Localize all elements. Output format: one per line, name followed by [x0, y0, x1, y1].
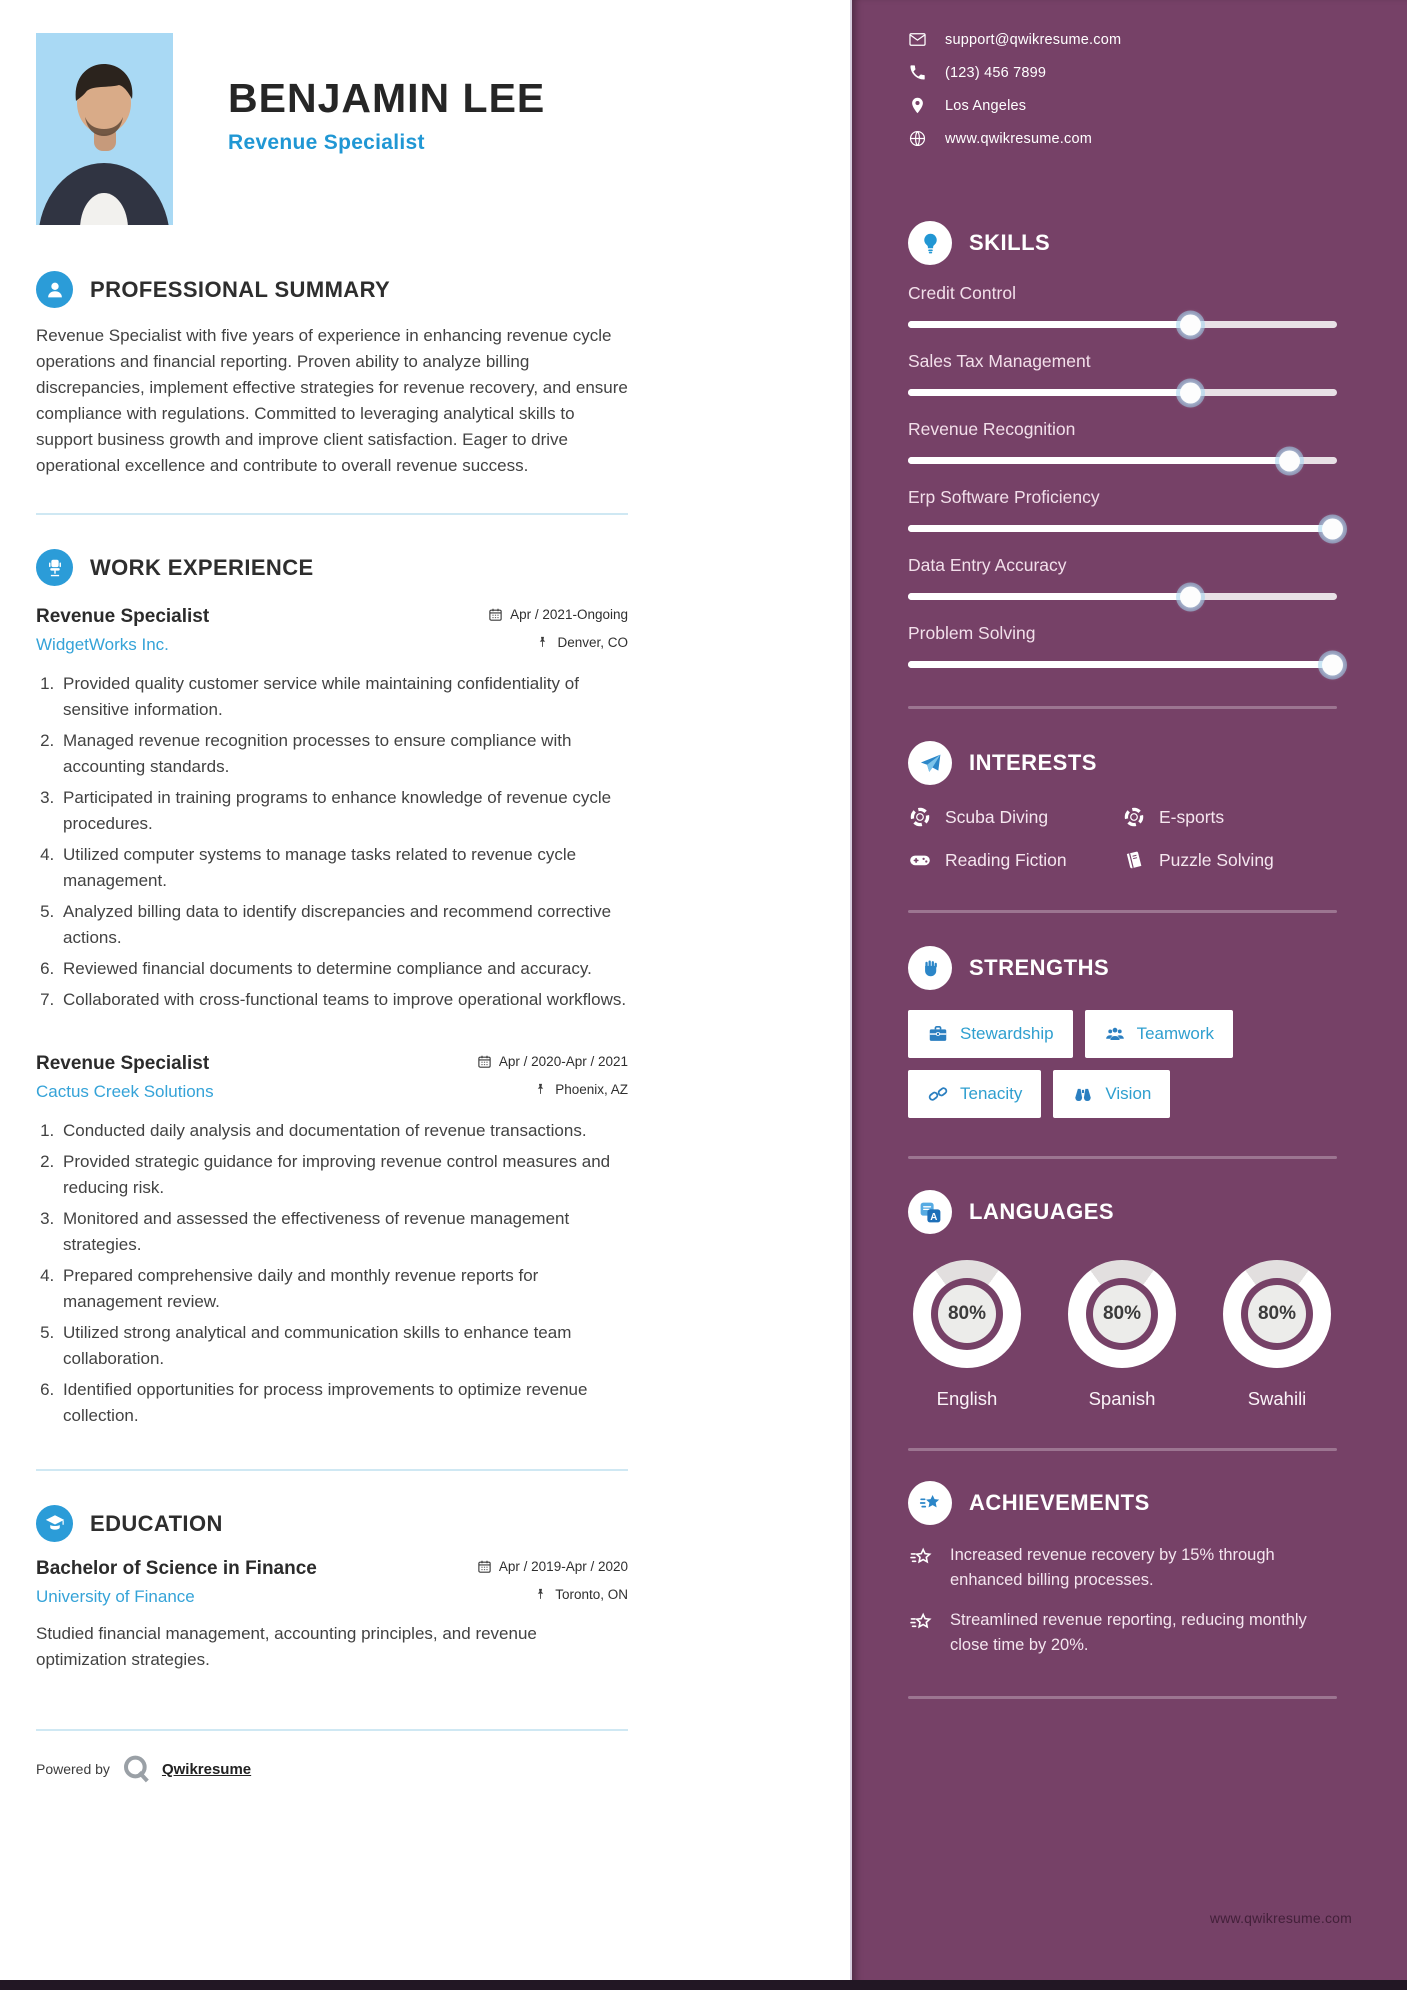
skills-list [908, 283, 1337, 668]
contact-list [908, 30, 1337, 148]
skill-item: Revenue Recognition [908, 419, 1337, 464]
fist-icon [908, 946, 952, 990]
experience-section-header [36, 549, 628, 586]
phone-icon [908, 63, 927, 82]
sidebar [850, 0, 1407, 1990]
language-percent: 80% [1248, 1285, 1306, 1343]
languages-section-header [908, 1190, 1337, 1234]
degree-title: Bachelor of Science in Finance [36, 1558, 317, 1579]
school-link[interactable]: University of Finance [36, 1587, 195, 1606]
skill-slider [908, 389, 1337, 396]
skill-item: Data Entry Accuracy [908, 555, 1337, 600]
gamepad-icon [908, 848, 932, 872]
skills-heading: SKILLS [969, 230, 1051, 255]
shooting-star-icon [908, 1545, 934, 1571]
language-item [1218, 1260, 1336, 1410]
education-section-header [36, 1505, 628, 1542]
slider-knob [1180, 314, 1201, 335]
interest-item: Puzzle Solving [1122, 848, 1337, 872]
binoculars-icon [1072, 1083, 1094, 1105]
language-donut-chart [1068, 1260, 1176, 1368]
language-name: Spanish [1088, 1388, 1156, 1409]
achievement-item: Streamlined revenue reporting, reducing monthly close time by 20%. [908, 1608, 1337, 1658]
company-link[interactable]: WidgetWorks Inc. [36, 635, 169, 654]
strength-chip: Tenacity [908, 1070, 1041, 1118]
education-heading: EDUCATION [90, 1510, 223, 1536]
education-description: Studied financial management, accounting principles, and revenue optimization strategies. [36, 1624, 537, 1669]
sidebar-divider [908, 1696, 1337, 1699]
paper-plane-icon [908, 741, 952, 785]
calendar-icon [477, 1559, 492, 1574]
strength-chip: Vision [1053, 1070, 1170, 1118]
strengths-heading: STRENGTHS [969, 955, 1110, 980]
skill-item: Erp Software Proficiency [908, 487, 1337, 532]
divider [36, 1469, 628, 1471]
language-item [908, 1260, 1026, 1410]
skill-item: Sales Tax Management [908, 351, 1337, 396]
job-bullet: 2. Provided strategic guidance for improving revenue control measures and reducing risk. [59, 1149, 628, 1201]
person-icon [36, 271, 73, 308]
job-bullet: 5. Analyzed billing data to identify discrepancies and recommend corrective actions. [59, 899, 628, 951]
job-bullet: 2. Managed revenue recognition processes to ensure compliance with accounting standards. [59, 728, 628, 780]
job-bullet: 4. Prepared comprehensive daily and monthly revenue reports for management review. [59, 1263, 628, 1315]
job-bullet: 3. Participated in training programs to enhance knowledge of revenue cycle procedures. [59, 785, 628, 837]
experience-heading: WORK EXPERIENCE [90, 554, 314, 580]
achievements-list [908, 1543, 1337, 1658]
job-bullet: 7. Collaborated with cross-functional teams to improve operational workflows. [59, 987, 628, 1013]
job-title: Revenue Specialist [36, 1053, 210, 1074]
slider-knob [1180, 586, 1201, 607]
profile-photo [36, 33, 173, 225]
interest-item: Scuba Diving [908, 805, 1122, 829]
skill-item: Problem Solving [908, 623, 1337, 668]
skill-slider [908, 593, 1337, 600]
slider-knob [1322, 654, 1343, 675]
briefcase-icon [927, 1023, 949, 1045]
email-icon [908, 30, 927, 49]
footer [36, 1753, 628, 1785]
divider [36, 513, 628, 515]
job-bullet: 1. Conducted daily analysis and documentation of revenue transactions. [59, 1118, 628, 1144]
job-location: Denver, CO [535, 635, 628, 650]
lifebuoy-icon [1122, 805, 1146, 829]
job-bullet-list [36, 671, 628, 1013]
candidate-name: BENJAMIN LEE [228, 75, 546, 121]
job-bullet-list [36, 1118, 628, 1429]
pushpin-icon [535, 635, 550, 650]
chain-link-icon [927, 1083, 949, 1105]
strength-chip: Teamwork [1085, 1010, 1233, 1058]
summary-text: Revenue Specialist with five years of experience in enhancing revenue cycle operations and financial reporting. Proven ability to analyze billing discrepancies, implement effective strategies for revenue recovery, and ensure compliance with regulations. Committed to leveraging analytical skills to support business growth and improve client satisfaction. Eager to drive operational excellence and contribute to overall revenue success. [36, 326, 628, 475]
strengths-list [908, 1010, 1348, 1118]
job-bullet: 3. Monitored and assessed the effectiveness of revenue management strategies. [59, 1206, 628, 1258]
sidebar-website-url: www.qwikresume.com [1209, 1910, 1352, 1926]
slider-knob [1180, 382, 1201, 403]
job-bullet: 6. Identified opportunities for process improvements to optimize revenue collection. [59, 1377, 628, 1429]
translate-icon [908, 1190, 952, 1234]
contact-email[interactable]: support@qwikresume.com [908, 30, 1337, 49]
language-name: Swahili [1247, 1388, 1307, 1409]
education-entry [36, 1558, 628, 1673]
sidebar-divider [908, 706, 1337, 709]
skill-slider [908, 321, 1337, 328]
skills-section-header [908, 221, 1337, 265]
education-location: Toronto, ON [533, 1587, 628, 1602]
language-donut-chart [1223, 1260, 1331, 1368]
contact-website[interactable]: www.qwikresume.com [908, 129, 1337, 148]
qwikresume-link[interactable]: Qwikresume [161, 1760, 252, 1778]
skill-slider [908, 661, 1337, 668]
users-icon [1104, 1023, 1126, 1045]
interests-list [908, 805, 1337, 872]
achievement-item: Increased revenue recovery by 15% through enhanced billing processes. [908, 1543, 1337, 1593]
slider-knob [1322, 518, 1343, 539]
strengths-section-header [908, 946, 1337, 990]
calendar-icon [477, 1054, 492, 1069]
languages-list [908, 1260, 1336, 1410]
interests-section-header [908, 741, 1337, 785]
skill-slider [908, 457, 1337, 464]
language-percent: 80% [938, 1285, 996, 1343]
qwikresume-logo-icon [120, 1753, 152, 1785]
globe-icon [908, 129, 927, 148]
company-link[interactable]: Cactus Creek Solutions [36, 1082, 214, 1101]
divider [36, 1729, 628, 1731]
languages-heading: LANGUAGES [969, 1199, 1115, 1224]
summary-section-header [36, 271, 628, 308]
job-bullet: 6. Reviewed financial documents to determine compliance and accuracy. [59, 956, 628, 982]
powered-by-label: Powered by [36, 1761, 110, 1777]
pushpin-icon [533, 1587, 548, 1602]
svg-text:A: A [929, 1211, 937, 1223]
lightbulb-icon [908, 221, 952, 265]
resume-header [36, 0, 628, 225]
job-date: Apr / 2020-Apr / 2021 [477, 1054, 628, 1069]
contact-phone[interactable]: (123) 456 7899 [908, 63, 1337, 82]
skill-item: Credit Control [908, 283, 1337, 328]
language-donut-chart [913, 1260, 1021, 1368]
job-bullet: 1. Provided quality customer service while maintaining confidentiality of sensitive information. [59, 671, 628, 723]
language-item [1063, 1260, 1181, 1410]
summary-heading: PROFESSIONAL SUMMARY [90, 276, 391, 302]
shooting-star-icon [908, 1610, 934, 1636]
interests-heading: INTERESTS [969, 750, 1097, 775]
interest-item: Reading Fiction [908, 848, 1122, 872]
graduate-icon [36, 1505, 73, 1542]
job-entry [36, 1053, 628, 1429]
language-percent: 80% [1093, 1285, 1151, 1343]
achievements-section-header [908, 1481, 1337, 1525]
interest-item: E-sports [1122, 805, 1337, 829]
job-bullet: 5. Utilized strong analytical and communication skills to enhance team collaboration. [59, 1320, 628, 1372]
language-name: English [936, 1388, 998, 1409]
pushpin-icon [533, 1082, 548, 1097]
job-title: Revenue Specialist [36, 606, 210, 627]
profile-photo-illustration [36, 33, 173, 225]
contact-location: Los Angeles [908, 96, 1337, 115]
book-icon [1122, 848, 1146, 872]
location-icon [908, 96, 927, 115]
bottom-bar [0, 1980, 1407, 1990]
education-date: Apr / 2019-Apr / 2020 [477, 1559, 628, 1574]
calendar-icon [488, 607, 503, 622]
achievements-heading: ACHIEVEMENTS [969, 1490, 1150, 1515]
skill-slider [908, 525, 1337, 532]
candidate-title: Revenue Specialist [228, 131, 425, 154]
lifebuoy-icon [908, 805, 932, 829]
strength-chip: Stewardship [908, 1010, 1073, 1058]
shooting-star-icon [908, 1481, 952, 1525]
job-location: Phoenix, AZ [533, 1082, 628, 1097]
slider-knob [1279, 450, 1300, 471]
sidebar-divider [908, 1156, 1337, 1159]
job-entry [36, 606, 628, 1013]
office-chair-icon [36, 549, 73, 586]
job-date: Apr / 2021-Ongoing [488, 607, 628, 622]
sidebar-divider [908, 910, 1337, 913]
job-bullet: 4. Utilized computer systems to manage tasks related to revenue cycle management. [59, 842, 628, 894]
sidebar-divider [908, 1448, 1337, 1451]
